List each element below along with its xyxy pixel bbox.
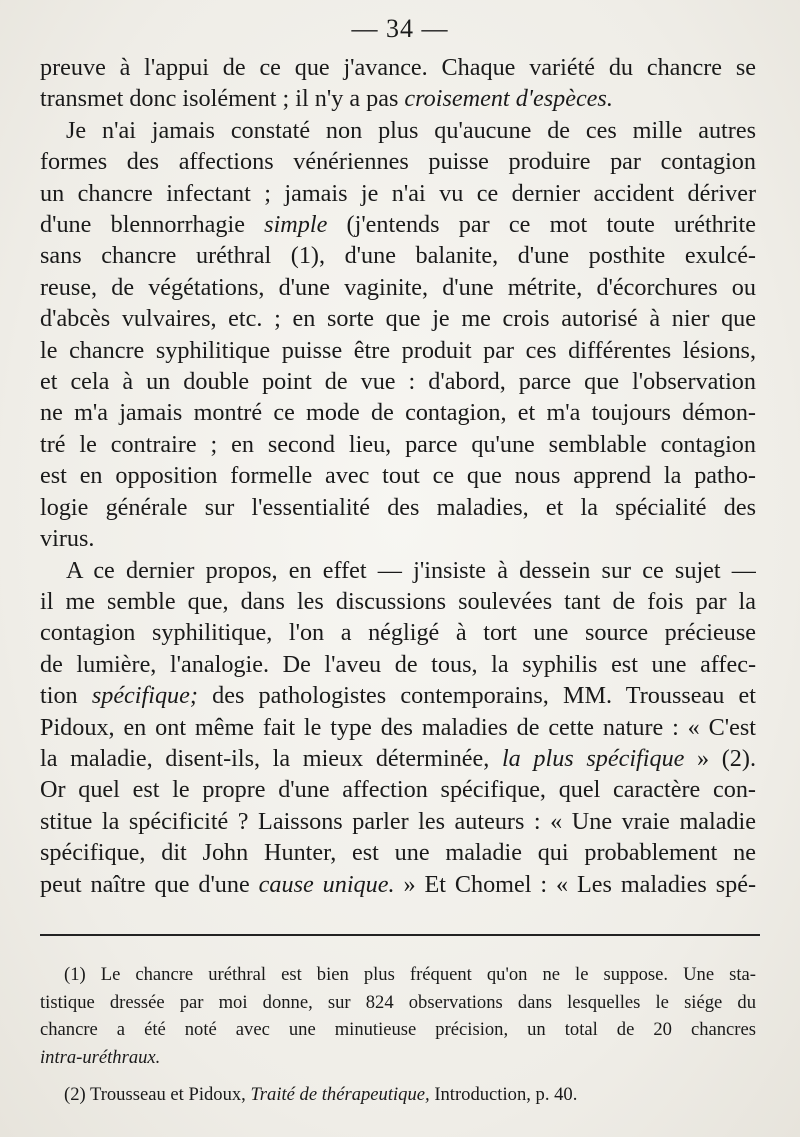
text-span: contagion syphilitique, l'on a négligé à tort une source précieuse — [40, 619, 756, 647]
footnote-1 — [40, 961, 756, 1071]
italic-span: intra-uréthraux. — [40, 1046, 161, 1068]
text-line — [40, 806, 756, 837]
text-span: reuse, de végétations, d'une vaginite, d'une métrite, d'écorchures ou — [40, 273, 756, 301]
footnote-divider — [40, 934, 760, 936]
text-span: (1) Le chancre uréthral est bien plus fréquent qu'on ne le suppose. Une sta- — [64, 964, 756, 985]
text-line — [40, 649, 756, 680]
italic-span: Traité de thérapeutique, — [250, 1084, 430, 1105]
text-span: (2) Trousseau et Pidoux, — [64, 1084, 251, 1105]
text-line — [40, 209, 756, 240]
footnote-line — [40, 989, 756, 1017]
page-number: — 34 — — [351, 14, 449, 43]
italic-span: la plus spécifique — [501, 744, 685, 772]
body-text — [40, 52, 756, 900]
text-line — [40, 335, 756, 366]
text-span: peut naître que d'une — [40, 870, 259, 898]
text-line — [40, 774, 756, 805]
footnote-line — [40, 1044, 756, 1072]
text-line — [40, 83, 756, 114]
text-span: la maladie, disent-ils, la mieux déterminée, — [40, 744, 502, 772]
text-span: chancre a été noté avec une minutieuse précision, un total de 20 chancres — [40, 1019, 756, 1040]
text-line — [40, 460, 756, 491]
paragraph-1 — [40, 52, 756, 115]
text-span: logie générale sur l'essentialité des maladies, et la spécialité des — [40, 493, 756, 521]
text-span: des pathologistes contemporains, MM. Trousseau et — [197, 682, 756, 710]
text-span: d'une blennorrhagie — [40, 211, 265, 239]
text-span: virus. — [40, 525, 95, 553]
text-span: Introduction, p. 40. — [429, 1084, 578, 1105]
text-span: tré le contraire ; en second lieu, parce qu'une semblable contagion — [40, 430, 756, 458]
footnote-2 — [40, 1081, 756, 1109]
italic-span: spécifique; — [91, 682, 198, 710]
text-span: transmet donc isolément ; il n'y a pas — [40, 85, 405, 113]
text-span: stitue la spécificité ? Laissons parler les auteurs : « Une vraie maladie — [40, 807, 756, 835]
text-span: tistique dressée par moi donne, sur 824 observations dans lesquelles le siége du — [40, 991, 756, 1013]
footnotes — [40, 961, 756, 1109]
text-span: est en opposition formelle avec tout ce que nous apprend la patho- — [40, 462, 756, 490]
text-span: de lumière, l'analogie. De l'aveu de tous, la syphilis est une affec- — [40, 650, 756, 678]
text-span: ne m'a jamais montré ce mode de contagion, et m'a toujours démon- — [40, 399, 756, 427]
text-line — [40, 523, 756, 554]
text-line — [40, 586, 756, 617]
text-line — [40, 680, 756, 711]
text-span: preuve à l'appui de ce que j'avance. Chaque variété du chancre se — [40, 54, 756, 81]
text-line — [40, 240, 756, 271]
text-span: » (2). — [684, 744, 756, 772]
footnote-line — [40, 1016, 756, 1044]
text-line — [40, 397, 756, 428]
text-line — [40, 115, 756, 146]
text-span: Je n'ai jamais constaté non plus qu'aucune de ces mille autres — [66, 116, 756, 144]
text-line — [40, 272, 756, 303]
text-line — [40, 869, 756, 900]
text-span: il me semble que, dans les discussions soulevées tant de fois par la — [40, 587, 756, 615]
footnote-line — [40, 961, 756, 989]
text-line — [40, 837, 756, 868]
text-line — [40, 366, 756, 397]
text-span: le chancre syphilitique puisse être produit par ces différentes lésions, — [40, 336, 756, 364]
text-span: un chancre infectant ; jamais je n'ai vu ce dernier accident dériver — [40, 179, 756, 207]
text-line — [40, 146, 756, 177]
text-span: sans chancre uréthral (1), d'une balanite, d'une posthite exulcé- — [40, 242, 756, 270]
paragraph-3 — [40, 555, 756, 900]
text-line — [40, 555, 756, 586]
text-line — [40, 492, 756, 523]
text-line — [40, 178, 756, 209]
text-span: formes des affections vénériennes puisse produire par contagion — [40, 148, 756, 176]
text-span: (j'entends par ce mot toute uréthrite — [327, 211, 756, 239]
text-line — [40, 303, 756, 334]
text-span: et cela à un double point de vue : d'abord, parce que l'observation — [40, 368, 756, 396]
text-line — [40, 712, 756, 743]
text-span: Pidoux, en ont même fait le type des maladies de cette nature : « C'est — [40, 713, 756, 741]
text-span: d'abcès vulvaires, etc. ; en sorte que je me crois autorisé à nier que — [40, 305, 756, 333]
italic-span: simple — [264, 211, 328, 239]
text-span: Or quel est le propre d'une affection spécifique, quel caractère con- — [40, 776, 756, 804]
italic-span: croisement d'espèces. — [404, 85, 613, 113]
text-line — [40, 429, 756, 460]
text-span: tion — [40, 682, 92, 710]
italic-span: cause unique. — [258, 870, 395, 898]
text-line — [40, 617, 756, 648]
text-line — [40, 52, 756, 83]
paragraph-2 — [40, 115, 756, 555]
text-line — [40, 743, 756, 774]
text-span: » Et Chomel : « Les maladies spé- — [394, 870, 756, 898]
text-span: A ce dernier propos, en effet — j'insiste à dessein sur ce sujet — — [66, 556, 756, 584]
text-span: spécifique, dit John Hunter, est une maladie qui probablement ne — [40, 839, 756, 867]
